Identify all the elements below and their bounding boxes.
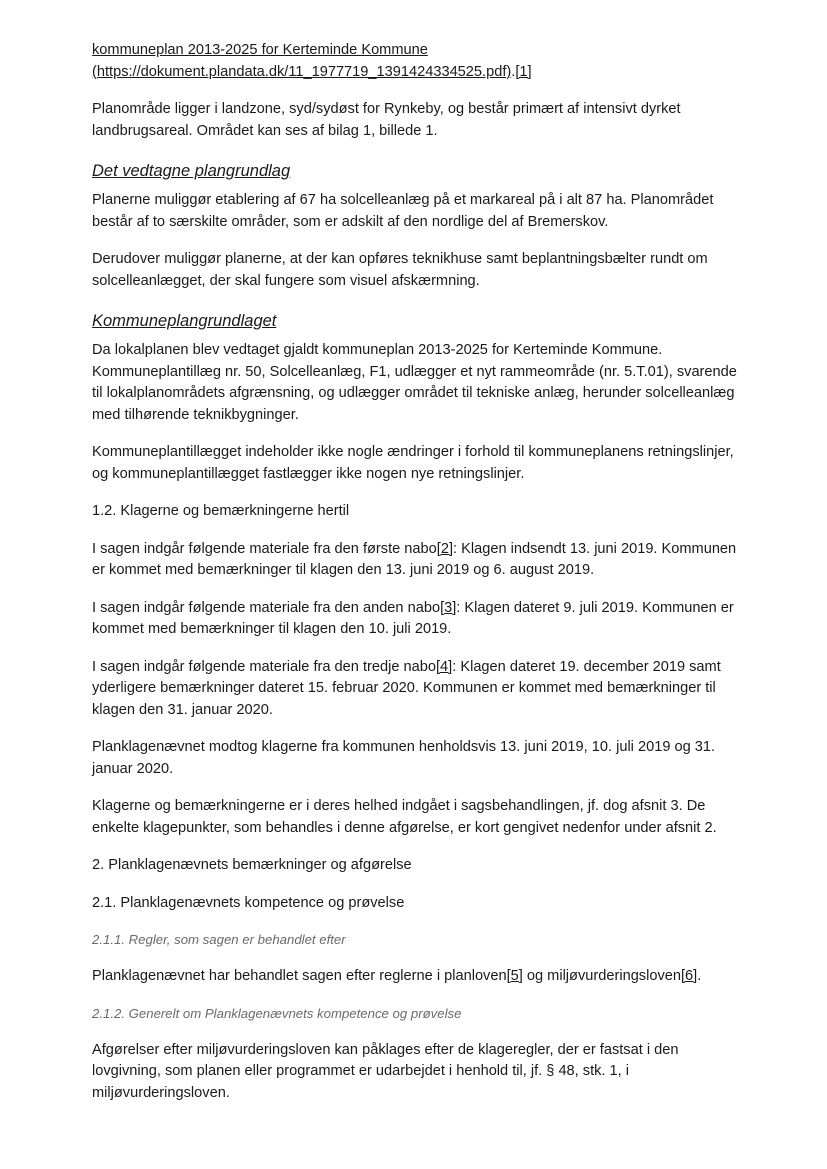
nabo3-paragraph (92, 657, 742, 722)
document-page (92, 40, 742, 1104)
kommuneplan-paragraph: Da lokalplanen blev vedtaget gjaldt kommuneplan 2013-2025 for Kerteminde Kommune. Kommuneplantillæg nr. 50, Solcelleanlæg, F1, udlægger et nyt rammeområde (nr. 5.T.01), svarende til lokalplanområdets afgrænsning, og udlægger området til tekniske anlæg, herunder solcelleanlæg med tilhørende teknikbygninger. (92, 342, 737, 423)
regler-paragraph (92, 966, 742, 988)
footnote-3-link[interactable]: [3] (440, 599, 457, 616)
heading-vedtagne-plangrundlag: Det vedtagne plangrundlag (92, 162, 291, 180)
modtog-paragraph: Planklagenævnet modtog klagerne fra kommunen henholdsvis 13. juni 2019, 10. juli 2019 og 31. januar 2020. (92, 739, 716, 777)
nabo1-pre: I sagen indgår følgende materiale fra den første nabo (92, 540, 437, 557)
plan-pdf-link[interactable]: (https://dokument.plandata.dk/11_1977719_1391424334525.pdf) (92, 63, 512, 80)
plan-link-title[interactable]: kommuneplan 2013-2025 for Kerteminde Kommune (92, 42, 428, 58)
planerne-paragraph: Planerne muliggør etablering af 67 ha solcelleanlæg på et markareal på i alt 87 ha. Planområdet består af to særskilte områder, som er adskilt af den nordlige del af Bremerskov. (92, 192, 714, 230)
afgorelser-paragraph: Afgørelser efter miljøvurderingsloven kan påklages efter de klageregler, der er fastsat i den lovgivning, som planen eller programmet er udarbejdet i henhold til, jf. § 48, stk. 1, i miljøvurderingsloven. (92, 1041, 679, 1101)
nabo1-post: : Klagen indsendt 13. juni 2019. Kommunen er kommet med bemærkninger til klagen den 13. juni 2019 og 6. august 2019. (92, 540, 737, 578)
footnote-6-link[interactable]: [6] (681, 968, 698, 984)
footnote-5-link[interactable]: [5] (506, 968, 523, 984)
intro-period: . (511, 63, 516, 80)
derudover-paragraph: Derudover muliggør planerne, at der kan opføres teknikhuse samt beplantningsbælter rundt om solcelleanlægget, der skal fungere som visuel afskærmning. (92, 251, 708, 289)
nabo2-pre: I sagen indgår følgende materiale fra den anden nabo (92, 599, 441, 616)
regler-post: . (697, 968, 702, 984)
intro-paragraph (92, 40, 742, 83)
tillaeg-paragraph: Kommuneplantillægget indeholder ikke nogle ændringer i forhold til kommuneplanens retningslinjer, og kommuneplantillægget fastlægger ikke nogen nye retningslinjer. (92, 444, 734, 482)
area-paragraph: Planområde ligger i landzone, syd/sydøst for Rynkeby, og består primært af intensivt dyrket landbrugsareal. Området kan ses af bilag 1, billede 1. (92, 101, 681, 139)
nabo1-paragraph (92, 539, 742, 582)
regler-pre: Planklagenævnet har behandlet sagen efter reglerne i planloven (92, 968, 507, 984)
section-2-heading: 2. Planklagenævnets bemærkninger og afgørelse (92, 857, 412, 873)
section-2-1-2-heading: 2.1.2. Generelt om Planklagenævnets kompetence og prøvelse (92, 1005, 462, 1021)
nabo2-paragraph (92, 598, 742, 641)
footnote-1-link[interactable]: [1] (515, 63, 532, 80)
helhed-paragraph: Klagerne og bemærkningerne er i deres helhed indgået i sagsbehandlingen, jf. dog afsnit 3. De enkelte klagepunkter, som behandles i denne afgørelse, er kort gengivet nedenfor under afsnit 2. (92, 798, 717, 836)
nabo3-pre: I sagen indgår følgende materiale fra den tredje nabo (92, 658, 436, 675)
section-1-2-heading: 1.2. Klagerne og bemærkningerne hertil (92, 503, 350, 519)
section-2-1-heading: 2.1. Planklagenævnets kompetence og prøvelse (92, 894, 405, 911)
footnote-4-link[interactable]: [4] (436, 658, 453, 675)
nabo3-post: : Klagen dateret 19. december 2019 samt yderligere bemærkninger dateret 15. februar 2020. Kommunen er kommet med bemærkninger til klagen den 31. januar 2020. (92, 658, 721, 718)
heading-kommuneplangrundlaget: Kommuneplangrundlaget (92, 312, 277, 330)
nabo2-post: : Klagen dateret 9. juli 2019. Kommunen er kommet med bemærkninger til klagen den 10. juli 2019. (92, 599, 734, 637)
section-2-1-1-heading: 2.1.1. Regler, som sagen er behandlet efter (92, 932, 346, 947)
regler-mid: og miljøvurderingsloven (522, 968, 681, 984)
footnote-2-link[interactable]: [2] (436, 540, 454, 557)
